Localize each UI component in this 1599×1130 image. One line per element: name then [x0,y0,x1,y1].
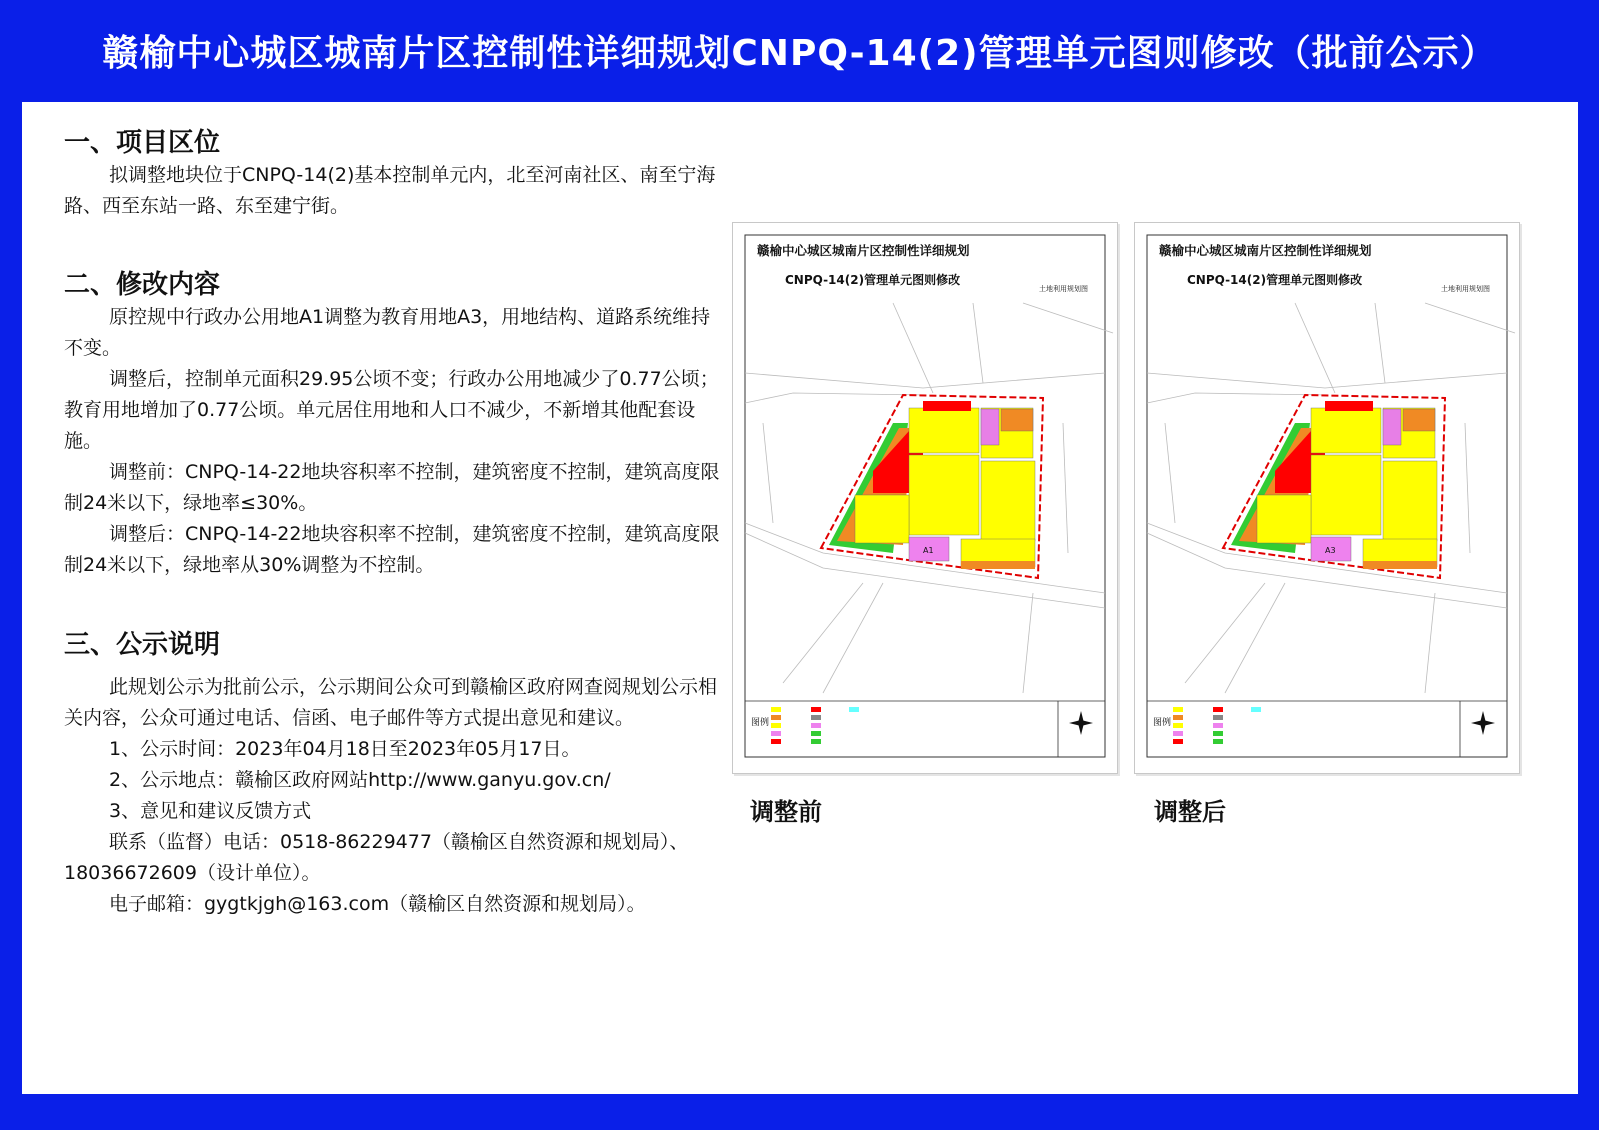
section1-text: 拟调整地块位于CNPQ-14(2)基本控制单元内，北至河南社区、南至宁海路、西至东站一路、东至建宁街。 [64,164,716,217]
section3-email[interactable]: 电子邮箱：gygtkjgh@163.com（赣榆区自然资源和规划局）。 [109,893,646,915]
map-before-drawing [733,223,1117,773]
section3-intro: 此规划公示为批前公示，公示期间公众可到赣榆区政府网查阅规划公示相关内容，公众可通过电话、信函、电子邮件等方式提出意见和建议。 [64,676,718,729]
map-after-header2: CNPQ-14(2)管理单元图则修改 [1187,273,1363,287]
section2-para3: 调整前：CNPQ-14-22地块容积率不控制，建筑密度不控制，建筑高度限制24米以下，绿地率≤30%。 [64,461,720,514]
section2-para2: 调整后，控制单元面积29.95公顷不变；行政办公用地减少了0.77公顷；教育用地增加了0.77公顷。单元居住用地和人口不减少，不新增其他配套设施。 [64,368,719,452]
section2-para4: 调整后：CNPQ-14-22地块容积率不控制，建筑密度不控制，建筑高度限制24米以下，绿地率从30%调整为不控制。 [64,523,720,576]
section2-body [64,302,724,581]
map-before-changed-label: A1 [923,546,934,555]
section1-body [64,160,724,222]
map-after-changed-label: A3 [1325,546,1336,555]
map-after [1134,222,1520,774]
map-before-header2: CNPQ-14(2)管理单元图则修改 [785,273,961,287]
map-after-legend: 图例 [1153,718,1172,728]
map-before [732,222,1118,774]
section3-location[interactable]: 2、公示地点：赣榆区政府网站http://www.ganyu.gov.cn/ [109,769,611,791]
section3-time: 1、公示时间：2023年04月18日至2023年05月17日。 [109,738,581,760]
section3-body [64,672,724,920]
map-after-caption: 调整后 [1154,798,1226,826]
section2-para1: 原控规中行政办公用地A1调整为教育用地A3，用地结构、道路系统维持不变。 [64,306,711,359]
section3-contact: 联系（监督）电话：0518-86229477（赣榆区自然资源和规划局）、18036672609（设计单位）。 [64,831,689,884]
map-before-corner: 土地利用规划图 [1039,285,1088,293]
title-bar [0,0,1599,100]
section2-heading: 二、修改内容 [64,270,221,300]
map-after-corner: 土地利用规划图 [1441,285,1490,293]
section1-heading: 一、项目区位 [64,128,221,158]
map-after-header1: 赣榆中心城区城南片区控制性详细规划 [1159,243,1372,258]
content-panel [22,102,1578,1094]
map-before-caption: 调整前 [750,798,822,826]
section3-heading: 三、公示说明 [64,630,221,660]
map-before-legend: 图例 [751,718,770,728]
map-before-header1: 赣榆中心城区城南片区控制性详细规划 [757,243,970,258]
section3-feedback: 3、意见和建议反馈方式 [109,800,312,822]
map-after-drawing [1135,223,1519,773]
page-title: 赣榆中心城区城南片区控制性详细规划CNPQ-14(2)管理单元图则修改（批前公示） [102,32,1497,74]
